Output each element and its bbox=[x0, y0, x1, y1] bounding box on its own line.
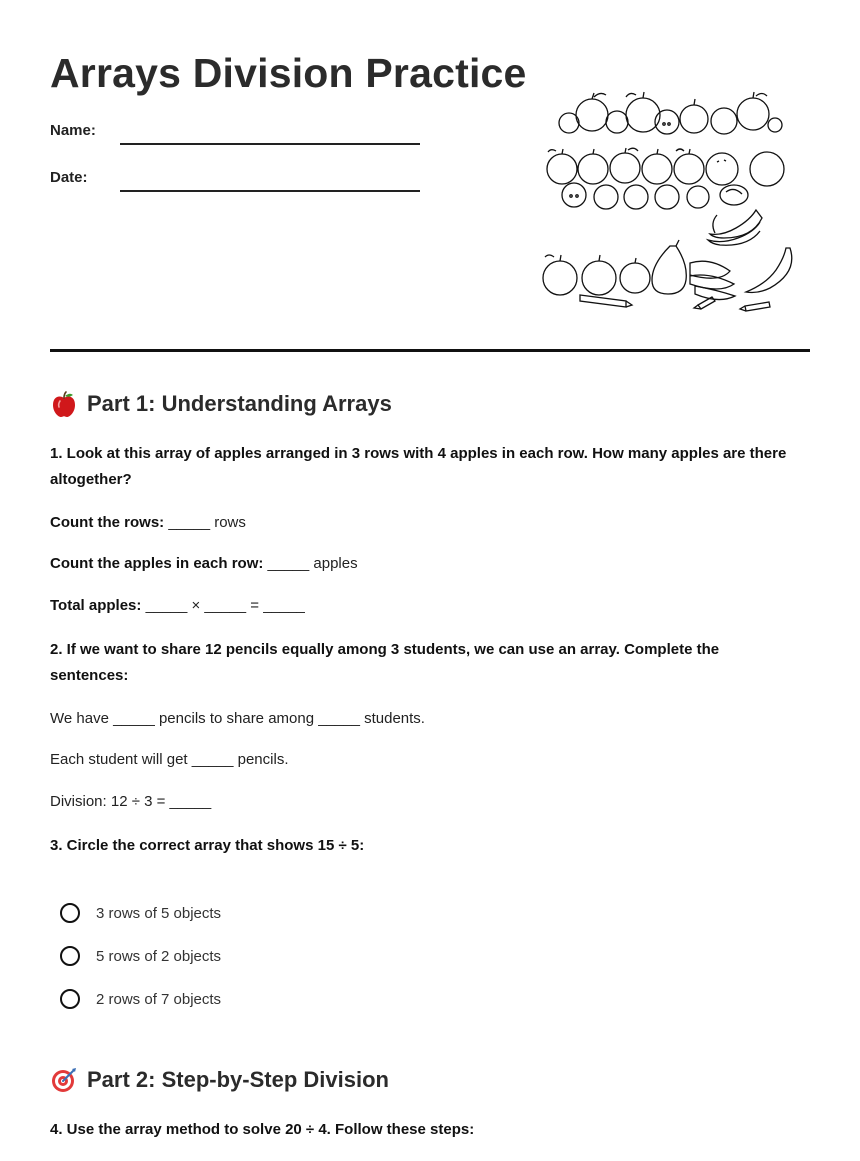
q1-rows-blank[interactable]: _____ rows bbox=[168, 514, 246, 531]
q2-sentence-1[interactable]: We have _____ pencils to share among _____ students. bbox=[50, 710, 425, 727]
name-field[interactable] bbox=[120, 143, 420, 145]
apple-row-lower-icon bbox=[562, 183, 748, 209]
q3-option-2[interactable] bbox=[60, 946, 221, 966]
part1-title: Part 1: Understanding Arrays bbox=[87, 391, 392, 416]
page-title: Arrays Division Practice bbox=[50, 50, 527, 96]
q3-option-3[interactable] bbox=[60, 989, 221, 1009]
radio-circle-icon[interactable] bbox=[60, 946, 80, 966]
name-label: Name: bbox=[50, 122, 96, 139]
q3-option-1[interactable] bbox=[60, 903, 221, 923]
date-label: Date: bbox=[50, 169, 88, 186]
q3-option-label: 5 rows of 2 objects bbox=[96, 947, 222, 965]
part2-heading bbox=[50, 1066, 389, 1094]
part1-heading bbox=[50, 390, 392, 418]
apple-row-middle-icon bbox=[547, 148, 784, 186]
question-1-text: 1. Look at this array of apples arranged in 3 rows with 4 apples in each row. How many apples are there altogether? bbox=[50, 445, 787, 488]
q1-rows-label: Count the rows: bbox=[50, 514, 165, 531]
q2-sentence-3[interactable]: Division: 12 ÷ 3 = _____ bbox=[50, 793, 212, 810]
date-field[interactable] bbox=[120, 190, 420, 192]
radio-circle-icon[interactable] bbox=[60, 989, 80, 1009]
q3-option-label: 3 rows of 5 objects bbox=[96, 904, 222, 922]
fruit-coloring-illustration bbox=[540, 88, 800, 313]
question-2-text: 2. If we want to share 12 pencils equally among 3 students, we can use an array. Complete the sentences: bbox=[50, 641, 720, 684]
apple-row-top-icon bbox=[559, 92, 782, 134]
apple-icon bbox=[50, 390, 78, 418]
q2-sentence-2[interactable]: Each student will get _____ pencils. bbox=[50, 751, 289, 768]
header-divider bbox=[50, 349, 810, 352]
q1-per-row-blank[interactable]: _____ apples bbox=[267, 555, 358, 572]
q1-total-label: Total apples: bbox=[50, 597, 142, 614]
target-icon bbox=[50, 1066, 78, 1094]
fruit-bottom-row-icon bbox=[543, 240, 792, 300]
banana-bunch-icon bbox=[708, 210, 762, 245]
question-4-text: 4. Use the array method to solve 20 ÷ 4. Follow these steps: bbox=[50, 1121, 475, 1138]
question-3-text: 3. Circle the correct array that shows 15 ÷ 5: bbox=[50, 837, 365, 854]
q1-per-row-line bbox=[50, 555, 358, 572]
part2-title: Part 2: Step-by-Step Division bbox=[87, 1067, 389, 1092]
q3-option-label: 2 rows of 7 objects bbox=[96, 990, 222, 1008]
q1-rows-line bbox=[50, 514, 246, 531]
pencil-icon bbox=[580, 295, 770, 311]
q1-total-line bbox=[50, 597, 305, 614]
q1-per-row-label: Count the apples in each row: bbox=[50, 555, 264, 572]
radio-circle-icon[interactable] bbox=[60, 903, 80, 923]
q1-total-blank[interactable]: _____ × _____ = _____ bbox=[145, 597, 305, 614]
